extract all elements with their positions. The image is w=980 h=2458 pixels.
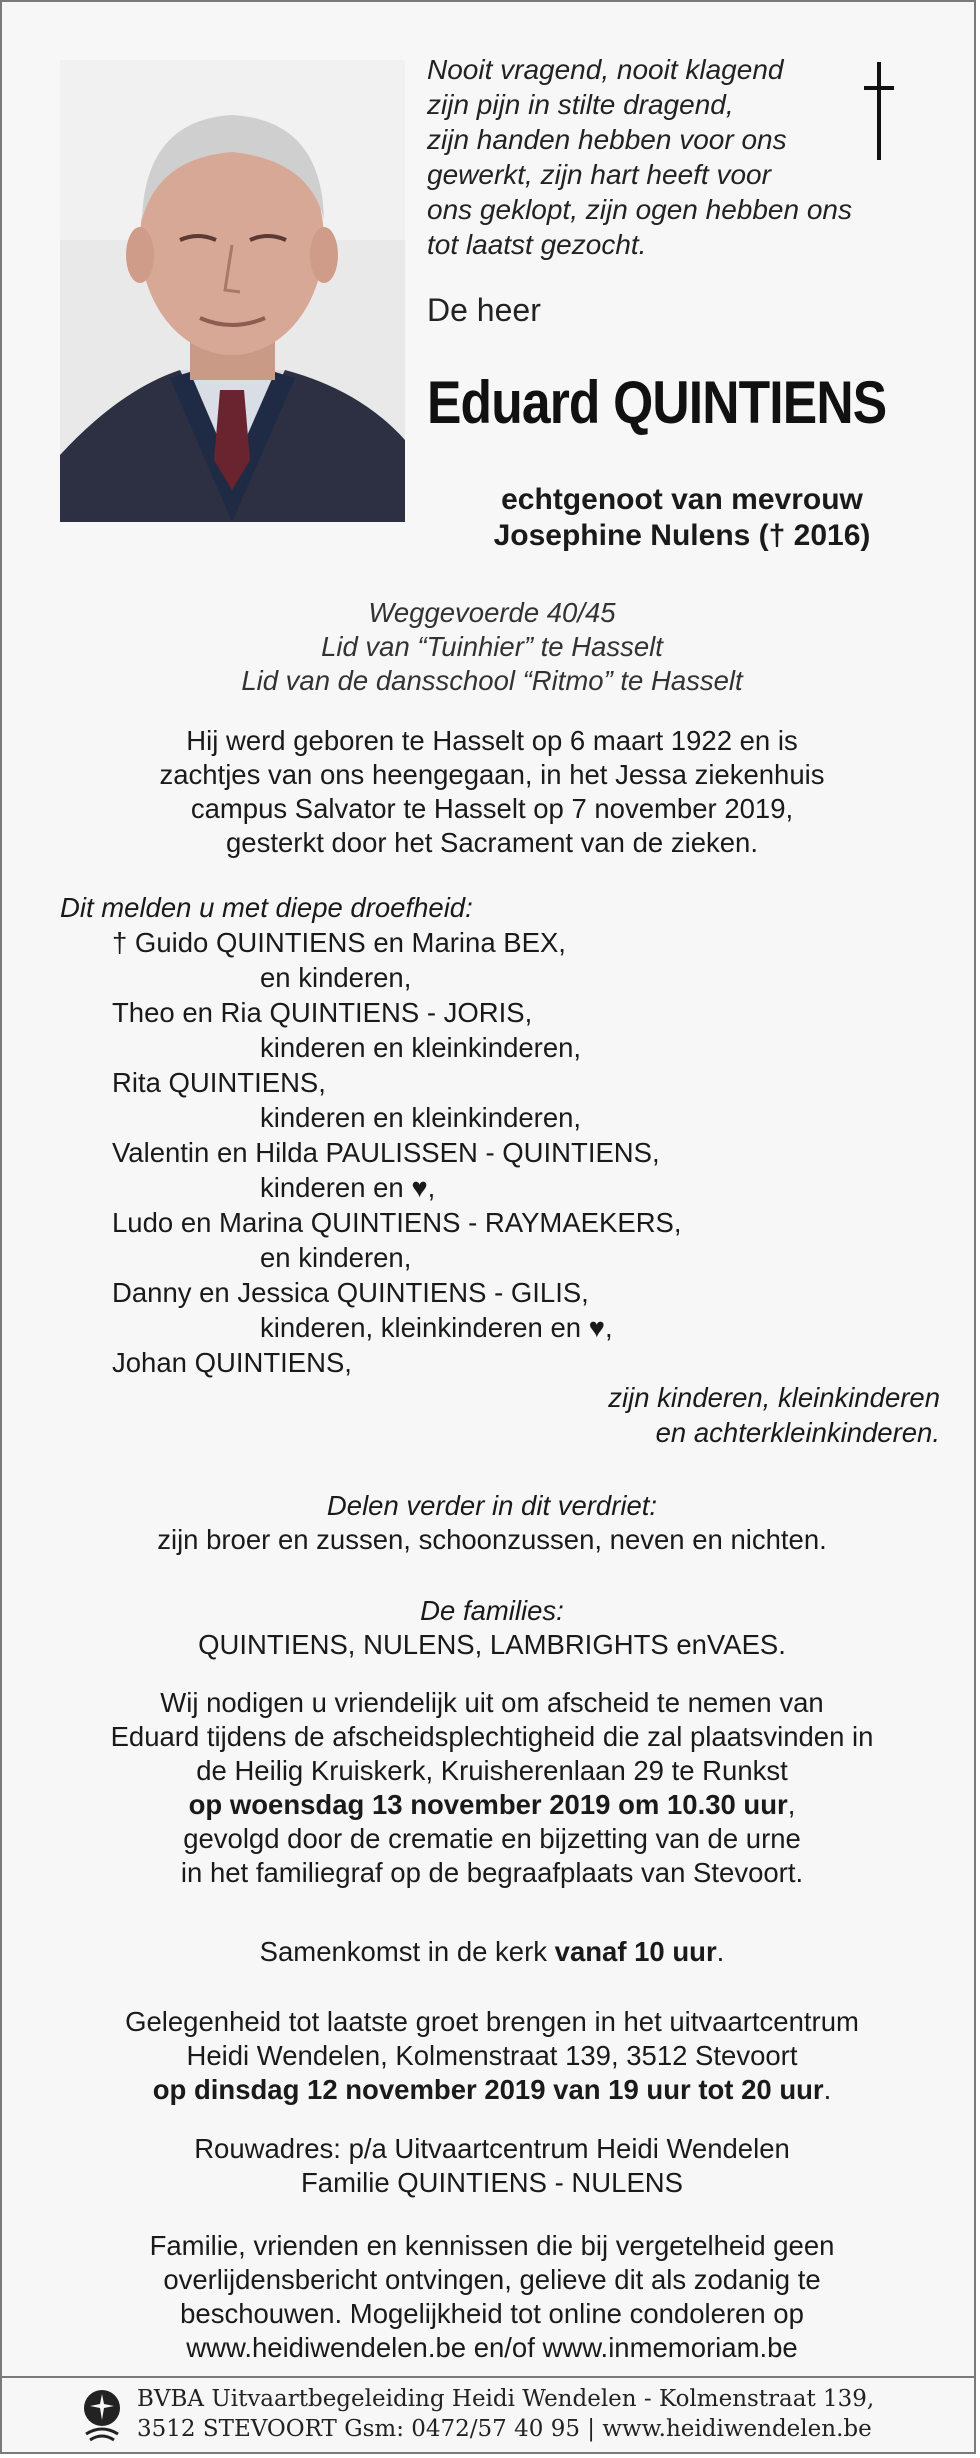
- poem-line: zijn pijn in stilte dragend,: [427, 89, 734, 120]
- text-line: Familie QUINTIENS - NULENS: [301, 2167, 683, 2198]
- viewing-date: op dinsdag 12 november 2019 van 19 uur tot 20 uur: [152, 2074, 824, 2105]
- text-line: Rouwadres: p/a Uitvaartcentrum Heidi Wendelen: [194, 2133, 790, 2164]
- punctuation: .: [716, 1936, 725, 1967]
- text-line: Eduard tijdens de afscheidsplechtigheid die zal plaatsvinden in: [110, 1721, 874, 1752]
- memberships: [42, 596, 942, 698]
- family-list: [60, 890, 940, 1450]
- text-line: Gelegenheid tot laatste groet brengen in het uitvaartcentrum: [125, 2006, 859, 2037]
- text-line: www.heidiwendelen.be en/of www.inmemoriam.be: [186, 2332, 798, 2363]
- family-member: Ludo en Marina QUINTIENS - RAYMAEKERS,: [112, 1207, 682, 1238]
- text-line: [42, 1935, 942, 1969]
- membership-line: Lid van “Tuinhier” te Hasselt: [321, 631, 663, 662]
- sorrow-text: zijn broer en zussen, schoonzussen, neven en nichten.: [157, 1524, 827, 1555]
- text-line: campus Salvator te Hasselt op 7 november 2019,: [190, 793, 794, 824]
- funeral-home-logo-icon: [80, 2386, 124, 2444]
- family-member-sub: kinderen en kleinkinderen,: [260, 1032, 582, 1063]
- funeral-invitation: [42, 1686, 942, 1890]
- sorrow-section: [42, 1489, 942, 1557]
- text-line: overlijdensbericht ontvingen, gelieve dit als zodanig te: [163, 2264, 821, 2295]
- text-line: gevolgd door de crematie en bijzetting van de urne: [183, 1823, 801, 1854]
- family-member-sub: kinderen en kleinkinderen,: [260, 1102, 582, 1133]
- footer-line: BVBA Uitvaartbegeleiding Heidi Wendelen - Kolmenstraat 139,: [137, 2386, 875, 2412]
- membership-line: Weggevoerde 40/45: [368, 597, 616, 628]
- family-member: Johan QUINTIENS,: [112, 1347, 352, 1378]
- family-intro: Dit melden u met diepe droefheid:: [60, 892, 473, 923]
- viewing-section: [42, 2005, 942, 2107]
- family-member-sub: en kinderen,: [260, 1242, 412, 1273]
- poem-line: gewerkt, zijn hart heeft voor: [427, 159, 771, 190]
- portrait-photo: [60, 60, 405, 522]
- text-line: Familie, vrienden en kennissen die bij vergetelheid geen: [149, 2230, 835, 2261]
- families-section: [42, 1594, 942, 1662]
- footer-line: 3512 STEVOORT Gsm: 0472/57 40 95 | www.heidiwendelen.be: [137, 2416, 872, 2442]
- spouse-info: [427, 482, 937, 554]
- punctuation: ,: [787, 1789, 796, 1820]
- gathering-text: Samenkomst in de kerk: [259, 1936, 555, 1967]
- family-member: Valentin en Hilda PAULISSEN - QUINTIENS,: [112, 1137, 660, 1168]
- family-closing: en achterkleinkinderen.: [655, 1417, 940, 1448]
- family-member: Theo en Ria QUINTIENS - JORIS,: [112, 997, 533, 1028]
- punctuation: .: [823, 2074, 832, 2105]
- family-closing: zijn kinderen, kleinkinderen: [608, 1382, 940, 1413]
- text-line: [42, 2073, 942, 2107]
- spouse-line: Josephine Nulens († 2016): [493, 519, 871, 552]
- ceremony-date: op woensdag 13 november 2019 om 10.30 uur: [188, 1789, 788, 1820]
- family-member-sub: en kinderen,: [260, 962, 412, 993]
- text-line: in het familiegraf op de begraafplaats van Stevoort.: [180, 1857, 804, 1888]
- deceased-name: Eduard QUINTIENS: [427, 369, 887, 436]
- spouse-line: echtgenoot van mevrouw: [501, 483, 863, 516]
- text-line: zachtjes van ons heengegaan, in het Jessa ziekenhuis: [159, 759, 825, 790]
- poem-line: ons geklopt, zijn ogen hebben ons: [427, 194, 852, 225]
- funeral-home-footer: [2, 2376, 974, 2454]
- text-line: de Heilig Kruiskerk, Kruisherenlaan 29 te Runkst: [196, 1755, 788, 1786]
- gathering-time: vanaf 10 uur: [554, 1936, 717, 1967]
- text-line: beschouwen. Mogelijkheid tot online condoleren op: [180, 2298, 804, 2329]
- mourning-address: [42, 2132, 942, 2200]
- family-member-sub: kinderen, kleinkinderen en ♥,: [260, 1312, 613, 1343]
- poem-line: tot laatst gezocht.: [427, 229, 647, 260]
- honorific: De heer: [427, 292, 541, 328]
- poem: [427, 52, 867, 262]
- family-member: Rita QUINTIENS,: [112, 1067, 326, 1098]
- families-text: QUINTIENS, NULENS, LAMBRIGHTS enVAES.: [198, 1629, 786, 1660]
- text-line: Wij nodigen u vriendelijk uit om afscheid te nemen van: [160, 1687, 824, 1718]
- family-member: † Guido QUINTIENS en Marina BEX,: [112, 927, 566, 958]
- poem-line: zijn handen hebben voor ons: [427, 124, 787, 155]
- family-member: Danny en Jessica QUINTIENS - GILIS,: [112, 1277, 589, 1308]
- footer-text: [137, 2384, 874, 2444]
- families-heading: De families:: [420, 1595, 564, 1626]
- family-member-sub: kinderen en ♥,: [260, 1172, 436, 1203]
- poem-line: Nooit vragend, nooit klagend: [427, 54, 784, 85]
- membership-line: Lid van de dansschool “Ritmo” te Hasselt: [241, 665, 743, 696]
- text-line: Heidi Wendelen, Kolmenstraat 139, 3512 Stevoort: [186, 2040, 798, 2071]
- gathering-section: [42, 1935, 942, 1969]
- cross-icon: [864, 62, 894, 160]
- condolence-notice: [42, 2229, 942, 2365]
- sorrow-heading: Delen verder in dit verdriet:: [326, 1490, 658, 1521]
- text-line: [42, 1788, 942, 1822]
- text-line: gesterkt door het Sacrament van de zieken.: [226, 827, 758, 858]
- birth-death-text: [42, 724, 942, 860]
- text-line: Hij werd geboren te Hasselt op 6 maart 1922 en is: [186, 725, 798, 756]
